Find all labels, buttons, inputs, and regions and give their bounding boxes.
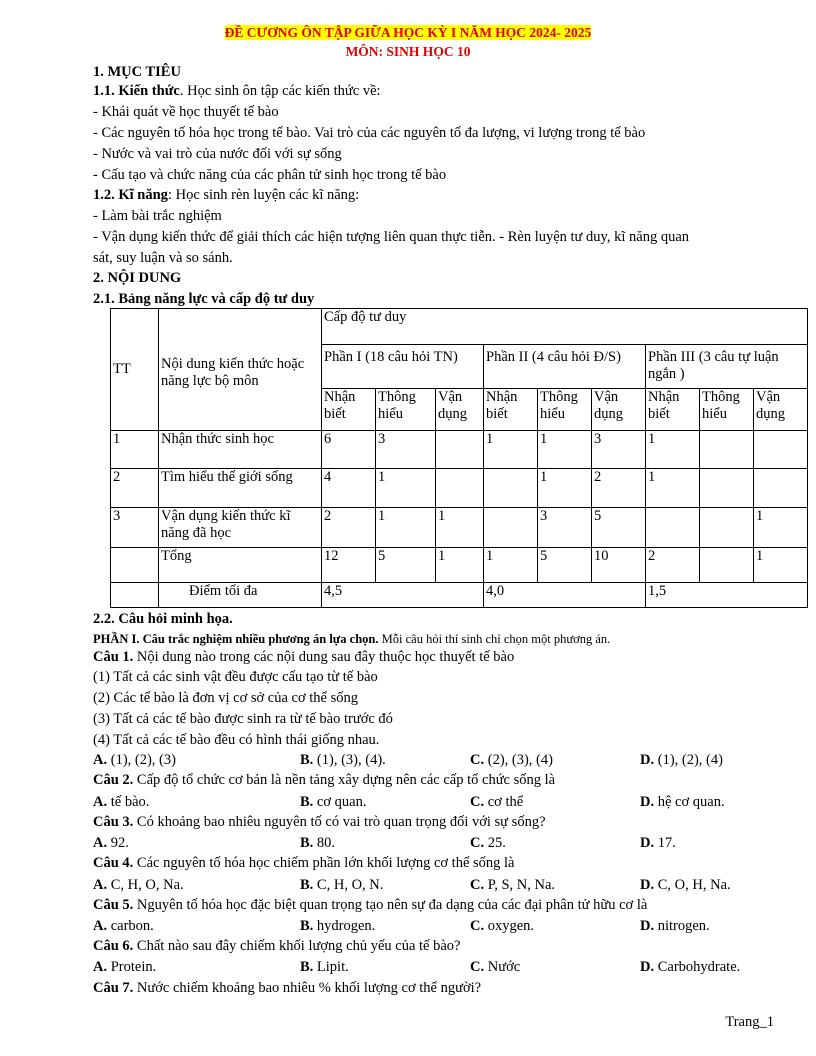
option-b: B. 80. [300, 835, 336, 851]
cell [700, 431, 754, 469]
cell [700, 469, 754, 508]
sub-header: Nhận biết [484, 389, 538, 431]
cell: 6 [322, 431, 376, 469]
cell: 10 [592, 548, 646, 583]
cell: 4,0 [484, 583, 646, 608]
table-row [111, 508, 808, 548]
cell-tt: 2 [111, 469, 159, 508]
table-row [111, 469, 808, 508]
question-3: Câu 3. Có khoảng bao nhiêu nguyên tố có vai trò quan trọng đối với sự sống? [93, 814, 546, 830]
table-row [111, 431, 808, 469]
cell [700, 548, 754, 583]
part-3-header: Phần III (3 câu tự luận ngắn ) [646, 345, 808, 389]
cell [436, 469, 484, 508]
part-2-header: Phần II (4 câu hỏi Đ/S) [484, 345, 646, 389]
cell-content: Tìm hiểu thế giới sống [159, 469, 322, 508]
col-content-header: Nội dung kiến thức hoặc năng lực bộ môn [159, 309, 322, 431]
option-c: C. oxygen. [470, 918, 535, 934]
sub-header: Thông hiểu [376, 389, 436, 431]
cell: 1,5 [646, 583, 808, 608]
col-level-header: Cấp độ tư duy [322, 309, 808, 345]
option-b: B. (1), (3), (4). [300, 752, 386, 768]
cell-tt: 1 [111, 431, 159, 469]
question-2: Câu 2. Cấp độ tổ chức cơ bản là nền tảng xây dựng nên các cấp tổ chức sống là [93, 772, 556, 788]
skills-item: - Làm bài trắc nghiệm [93, 208, 222, 224]
option-d: D. nitrogen. [640, 918, 710, 934]
questions-heading: 2.2. Câu hỏi minh họa. [93, 611, 233, 627]
table-row-total [111, 548, 808, 583]
option-a: A. tế bào. [93, 794, 150, 810]
cell: 4,5 [322, 583, 484, 608]
cell [754, 469, 808, 508]
cell: 1 [754, 548, 808, 583]
knowledge-item: - Cấu tạo và chức năng của các phân tử sinh học trong tế bào [93, 167, 447, 183]
cell: 1 [484, 548, 538, 583]
cell [484, 469, 538, 508]
cell [484, 508, 538, 548]
skills-item: - Vận dụng kiến thức để giải thích các hiện tượng liên quan thực tiễn. - Rèn luyện tư duy, kĩ năng quan [93, 229, 690, 245]
option-b: B. Lipit. [300, 959, 349, 975]
sub-header: Thông hiểu [538, 389, 592, 431]
cell: 1 [484, 431, 538, 469]
option-d: D. 17. [640, 835, 676, 851]
knowledge-item: - Nước và vai trò của nước đối với sự sống [93, 146, 342, 162]
cell: 5 [592, 508, 646, 548]
skills-line: 1.2. Kĩ năng: Học sinh rèn luyện các kĩ năng: [93, 187, 360, 203]
option-c: C. Nước [470, 959, 521, 975]
knowledge-line: 1.1. Kiến thức. Học sinh ôn tập các kiến thức về: [93, 83, 381, 99]
competency-table [110, 308, 808, 608]
cell: 1 [436, 508, 484, 548]
cell: 3 [376, 431, 436, 469]
option-d: D. Carbohydrate. [640, 959, 741, 975]
option-c: C. P, S, N, Na. [470, 877, 556, 893]
sub-header: Vận dụng [754, 389, 808, 431]
cell: 1 [538, 469, 592, 508]
option-a: A. Protein. [93, 959, 157, 975]
cell: 1 [376, 508, 436, 548]
cell: 5 [376, 548, 436, 583]
question-5: Câu 5. Nguyên tố hóa học đặc biệt quan trọng tạo nên sự đa dạng của các đại phân tử hữu cơ là [93, 897, 648, 913]
cell [754, 431, 808, 469]
cell: 2 [646, 548, 700, 583]
statement: (4) Tất cả các tế bào đều có hình thái giống nhau. [93, 732, 380, 748]
page-number: Trang_1 [725, 1014, 774, 1030]
option-b: B. hydrogen. [300, 918, 376, 934]
cell-content: Vận dụng kiến thức kĩ năng đã học [159, 508, 322, 548]
cell-tt [111, 548, 159, 583]
sub-header: Nhận biết [646, 389, 700, 431]
option-a: A. C, H, O, Na. [93, 877, 184, 893]
cell: 1 [646, 431, 700, 469]
cell-content: Tổng [159, 548, 322, 583]
cell: 1 [436, 548, 484, 583]
document-subject: MÔN: SINH HỌC 10 [345, 44, 471, 59]
knowledge-item: - Khái quát về học thuyết tế bào [93, 104, 279, 120]
sub-header: Thông hiểu [700, 389, 754, 431]
question-6: Câu 6. Chất nào sau đây chiếm khối lượng chủ yếu của tế bào? [93, 938, 461, 954]
cell: 2 [592, 469, 646, 508]
question-7: Câu 7. Nước chiếm khoảng bao nhiêu % khối lượng cơ thể người? [93, 980, 482, 996]
table-heading: 2.1. Bảng năng lực và cấp độ tư duy [93, 291, 315, 307]
document-title: ĐỀ CƯƠNG ÔN TẬP GIỮA HỌC KỲ I NĂM HỌC 2024- 2025 [224, 25, 592, 40]
cell-content: Điểm tối đa [159, 583, 322, 608]
sub-header: Vận dụng [436, 389, 484, 431]
statement: (1) Tất cả các sinh vật đều được cấu tạo từ tế bào [93, 669, 378, 685]
cell: 4 [322, 469, 376, 508]
sub-header: Nhận biết [322, 389, 376, 431]
option-d: D. hệ cơ quan. [640, 794, 725, 810]
cell [436, 431, 484, 469]
cell-tt [111, 583, 159, 608]
cell: 3 [538, 508, 592, 548]
option-d: D. (1), (2), (4) [640, 752, 723, 768]
option-c: C. cơ thể [470, 794, 524, 810]
statement: (2) Các tế bào là đơn vị cơ sở của cơ thể sống [93, 690, 359, 706]
part-1-instruction: PHẦN I. Câu trắc nghiệm nhiều phương án lựa chọn. Mỗi câu hỏi thí sinh chỉ chọn một phương án. [93, 632, 611, 646]
cell [646, 508, 700, 548]
cell: 1 [376, 469, 436, 508]
table-row-max [111, 583, 808, 608]
cell-content: Nhận thức sinh học [159, 431, 322, 469]
knowledge-item: - Các nguyên tố hóa học trong tế bào. Vai trò của các nguyên tố đa lượng, vi lượng trong tế bào [93, 125, 646, 141]
question-1: Câu 1. Nội dung nào trong các nội dung sau đây thuộc học thuyết tế bào [93, 649, 515, 665]
cell [700, 508, 754, 548]
option-b: B. cơ quan. [300, 794, 367, 810]
cell: 12 [322, 548, 376, 583]
skills-item: sát, suy luận và so sánh. [93, 250, 233, 266]
cell: 3 [592, 431, 646, 469]
option-a: A. (1), (2), (3) [93, 752, 176, 768]
cell: 1 [538, 431, 592, 469]
part-1-header: Phần I (18 câu hỏi TN) [322, 345, 484, 389]
section-1-heading: 1. MỤC TIÊU [93, 64, 181, 80]
cell: 1 [646, 469, 700, 508]
col-tt-header: TT [111, 309, 159, 431]
option-d: D. C, O, H, Na. [640, 877, 731, 893]
cell: 1 [754, 508, 808, 548]
option-c: C. (2), (3), (4) [470, 752, 553, 768]
cell-tt: 3 [111, 508, 159, 548]
option-a: A. 92. [93, 835, 129, 851]
statement: (3) Tất cả các tế bào được sinh ra từ tế bào trước đó [93, 711, 393, 727]
cell: 2 [322, 508, 376, 548]
sub-header: Vận dụng [592, 389, 646, 431]
option-a: A. carbon. [93, 918, 154, 934]
question-4: Câu 4. Các nguyên tố hóa học chiếm phần lớn khối lượng cơ thể sống là [93, 855, 515, 871]
section-2-heading: 2. NỘI DUNG [93, 270, 182, 286]
option-c: C. 25. [470, 835, 506, 851]
option-b: B. C, H, O, N. [300, 877, 384, 893]
cell: 5 [538, 548, 592, 583]
